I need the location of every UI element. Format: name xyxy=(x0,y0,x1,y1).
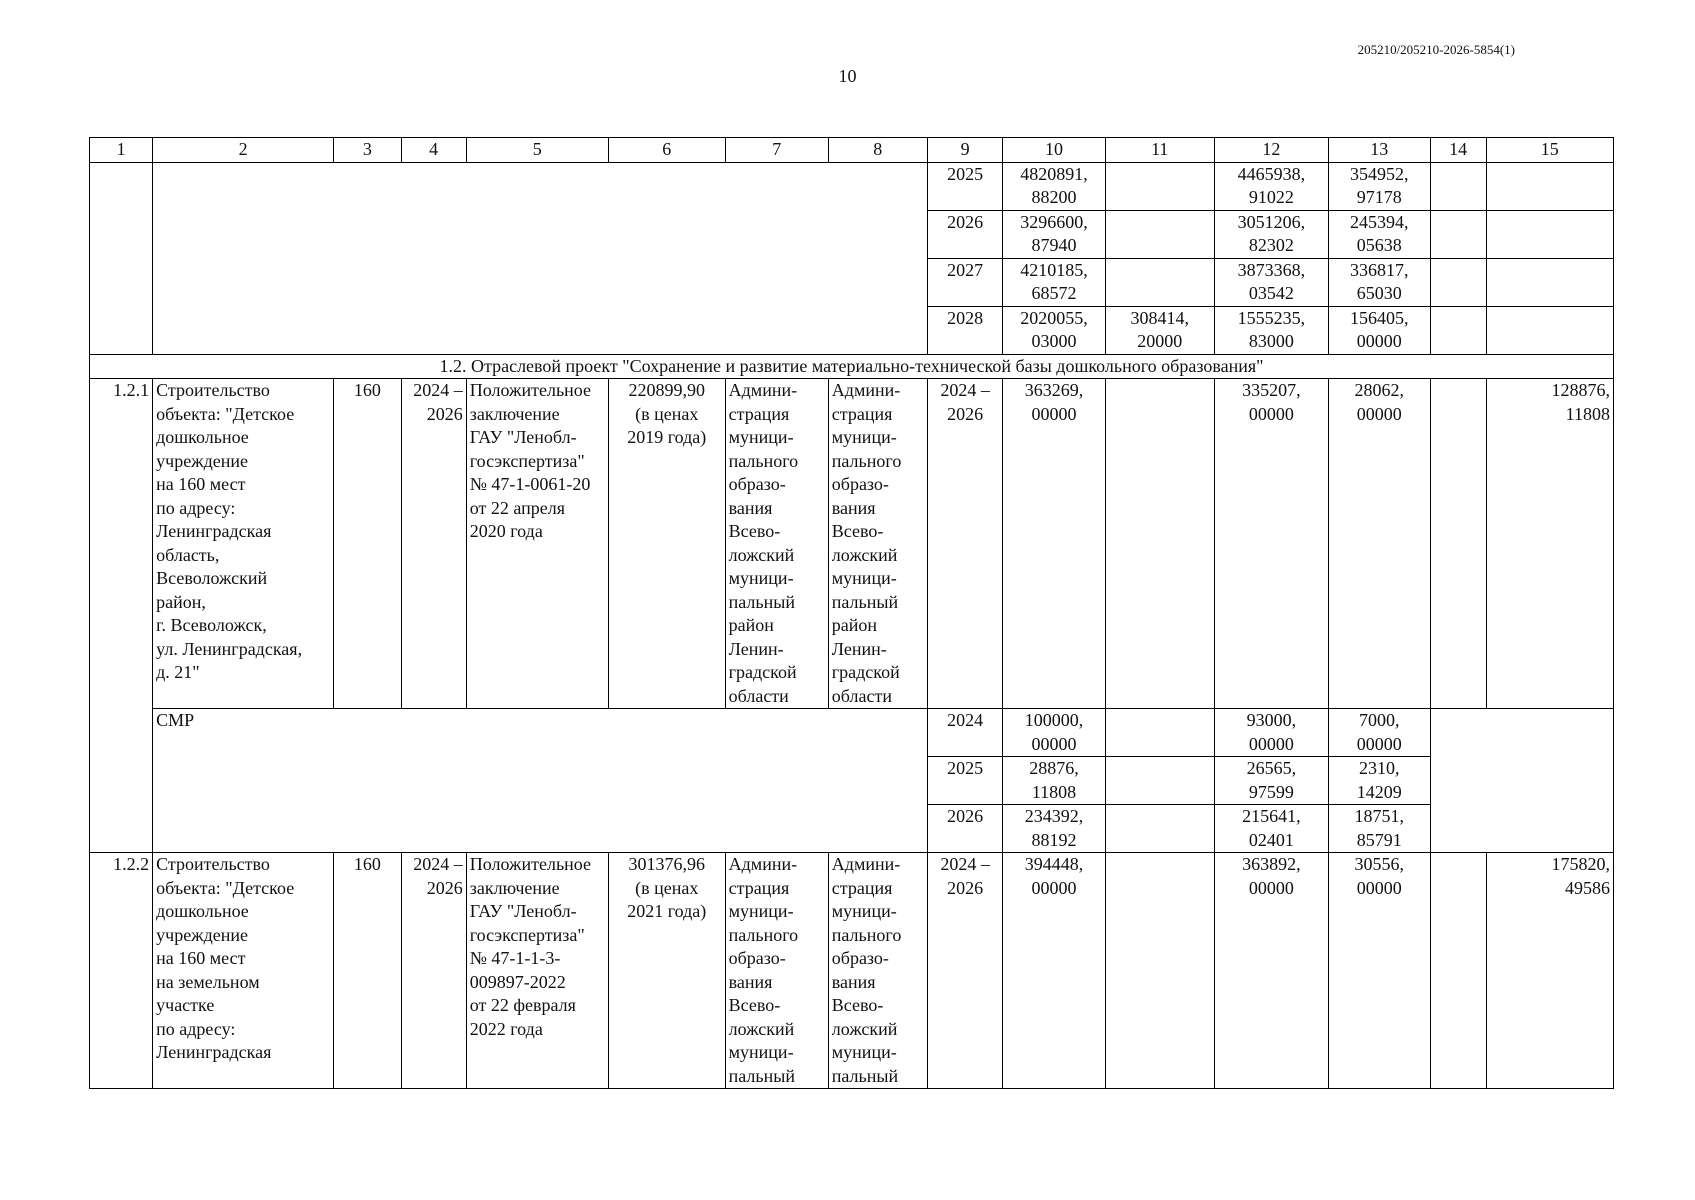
object-name: Строительство объекта: "Детское дошкольное учреждение на 160 мест по адресу: Ленинградская область, Всеволожский район, г. Всеволожск, ул. Ленинградская, д. 21" xyxy=(153,379,334,709)
column-header: 3 xyxy=(334,138,401,163)
column-header: 12 xyxy=(1215,138,1329,163)
expertise-cell: Положительное заключение ГАУ "Ленобл- госэкспертиза" № 47-1-1-3- 009897-2022 от 22 февраля 2022 года xyxy=(466,853,608,1089)
table-cell xyxy=(1430,162,1486,210)
cost-cell: 220899,90 (в ценах 2019 года) xyxy=(608,379,725,709)
page-number: 10 xyxy=(838,66,857,86)
amount-cell: 93000, 00000 xyxy=(1215,709,1329,757)
item-number: 1.2.1 xyxy=(90,379,153,853)
table-cell xyxy=(1486,258,1613,306)
item-number: 1.2.2 xyxy=(90,853,153,1089)
column-header: 5 xyxy=(466,138,608,163)
amount-cell: 18751, 85791 xyxy=(1328,805,1430,853)
amount-cell: 3296600, 87940 xyxy=(1003,210,1105,258)
table-cell xyxy=(1105,757,1214,805)
years-cell: 2024 – 2026 xyxy=(927,379,1003,709)
period-cell: 2024 – 2026 xyxy=(401,853,466,1089)
document-number: 205210/205210-2026-5854(1) xyxy=(1357,42,1515,57)
table-row xyxy=(90,379,1614,709)
table-row xyxy=(90,853,1614,1089)
column-header: 1 xyxy=(90,138,153,163)
column-header: 11 xyxy=(1105,138,1214,163)
amount-cell: 26565, 97599 xyxy=(1215,757,1329,805)
table-row xyxy=(90,162,1614,210)
table-row xyxy=(90,709,1614,757)
amount-cell xyxy=(1105,379,1214,709)
program-table xyxy=(89,137,1614,1089)
table-cell xyxy=(1430,379,1486,709)
amount-cell xyxy=(1105,258,1214,306)
column-header: 4 xyxy=(401,138,466,163)
amount-cell xyxy=(1105,210,1214,258)
table-cell xyxy=(1430,306,1486,354)
period-cell: 2024 – 2026 xyxy=(401,379,466,709)
year-cell: 2026 xyxy=(927,805,1003,853)
column-header: 10 xyxy=(1003,138,1105,163)
amount-cell: 4210185, 68572 xyxy=(1003,258,1105,306)
column-number-row xyxy=(90,138,1614,163)
amount-cell: 156405, 00000 xyxy=(1328,306,1430,354)
amount-cell: 4465938, 91022 xyxy=(1215,162,1329,210)
amount-cell: 308414, 20000 xyxy=(1105,306,1214,354)
capacity-cell: 160 xyxy=(334,853,401,1089)
year-cell: 2027 xyxy=(927,258,1003,306)
amount-cell: 1555235, 83000 xyxy=(1215,306,1329,354)
column-header: 7 xyxy=(725,138,828,163)
customer-cell: Админи- страция муници- пального образо- вания Всево- ложский муници- пальный xyxy=(828,853,927,1089)
customer-cell: Админи- страция муници- пального образо- вания Всево- ложский муници- пальный район Ленин- градской области xyxy=(828,379,927,709)
years-cell: 2024 – 2026 xyxy=(927,853,1003,1089)
amount-cell: 234392, 88192 xyxy=(1003,805,1105,853)
amount-cell: 336817, 65030 xyxy=(1328,258,1430,306)
column-header: 13 xyxy=(1328,138,1430,163)
year-cell: 2025 xyxy=(927,757,1003,805)
section-title: 1.2. Отраслевой проект "Сохранение и развитие материально-технической базы дошкольного образования" xyxy=(90,354,1614,379)
amount-cell xyxy=(1105,162,1214,210)
amount-cell: 3873368, 03542 xyxy=(1215,258,1329,306)
table-cell xyxy=(153,162,928,354)
client-cell: Админи- страция муници- пального образо- вания Всево- ложский муници- пальный район Ленин- градской области xyxy=(725,379,828,709)
amount-cell: 100000, 00000 xyxy=(1003,709,1105,757)
column-header: 6 xyxy=(608,138,725,163)
column-header: 2 xyxy=(153,138,334,163)
table-cell xyxy=(1105,709,1214,757)
amount-cell: 30556, 00000 xyxy=(1328,853,1430,1089)
client-cell: Админи- страция муници- пального образо- вания Всево- ложский муници- пальный xyxy=(725,853,828,1089)
table-cell xyxy=(1486,306,1613,354)
amount-cell: 363269, 00000 xyxy=(1003,379,1105,709)
amount-cell: 363892, 00000 xyxy=(1215,853,1329,1089)
year-cell: 2024 xyxy=(927,709,1003,757)
amount-cell xyxy=(1105,853,1214,1089)
table-cell xyxy=(1430,709,1613,853)
amount-cell: 175820, 49586 xyxy=(1486,853,1613,1089)
table-cell xyxy=(1486,162,1613,210)
column-header: 15 xyxy=(1486,138,1613,163)
amount-cell: 215641, 02401 xyxy=(1215,805,1329,853)
object-name: Строительство объекта: "Детское дошкольное учреждение на 160 мест на земельном участке по адресу: Ленинградская xyxy=(153,853,334,1089)
column-header: 14 xyxy=(1430,138,1486,163)
table-cell xyxy=(1105,805,1214,853)
amount-cell: 335207, 00000 xyxy=(1215,379,1329,709)
capacity-cell: 160 xyxy=(334,379,401,709)
column-header: 8 xyxy=(828,138,927,163)
amount-cell: 28062, 00000 xyxy=(1328,379,1430,709)
amount-cell: 3051206, 82302 xyxy=(1215,210,1329,258)
table-cell xyxy=(1430,853,1486,1089)
table-cell xyxy=(1430,210,1486,258)
year-cell: 2028 xyxy=(927,306,1003,354)
table-cell xyxy=(1430,258,1486,306)
column-header: 9 xyxy=(927,138,1003,163)
table-cell xyxy=(90,162,153,354)
amount-cell: 7000, 00000 xyxy=(1328,709,1430,757)
table-cell xyxy=(1486,210,1613,258)
year-cell: 2025 xyxy=(927,162,1003,210)
expertise-cell: Положительное заключение ГАУ "Ленобл- госэкспертиза" № 47-1-0061-20 от 22 апреля 2020 года xyxy=(466,379,608,709)
smr-label: СМР xyxy=(153,709,928,853)
amount-cell: 394448, 00000 xyxy=(1003,853,1105,1089)
year-cell: 2026 xyxy=(927,210,1003,258)
amount-cell: 354952, 97178 xyxy=(1328,162,1430,210)
amount-cell: 245394, 05638 xyxy=(1328,210,1430,258)
amount-cell: 2020055, 03000 xyxy=(1003,306,1105,354)
amount-cell: 128876, 11808 xyxy=(1486,379,1613,709)
section-row xyxy=(90,354,1614,379)
cost-cell: 301376,96 (в ценах 2021 года) xyxy=(608,853,725,1089)
amount-cell: 4820891, 88200 xyxy=(1003,162,1105,210)
amount-cell: 2310, 14209 xyxy=(1328,757,1430,805)
amount-cell: 28876, 11808 xyxy=(1003,757,1105,805)
